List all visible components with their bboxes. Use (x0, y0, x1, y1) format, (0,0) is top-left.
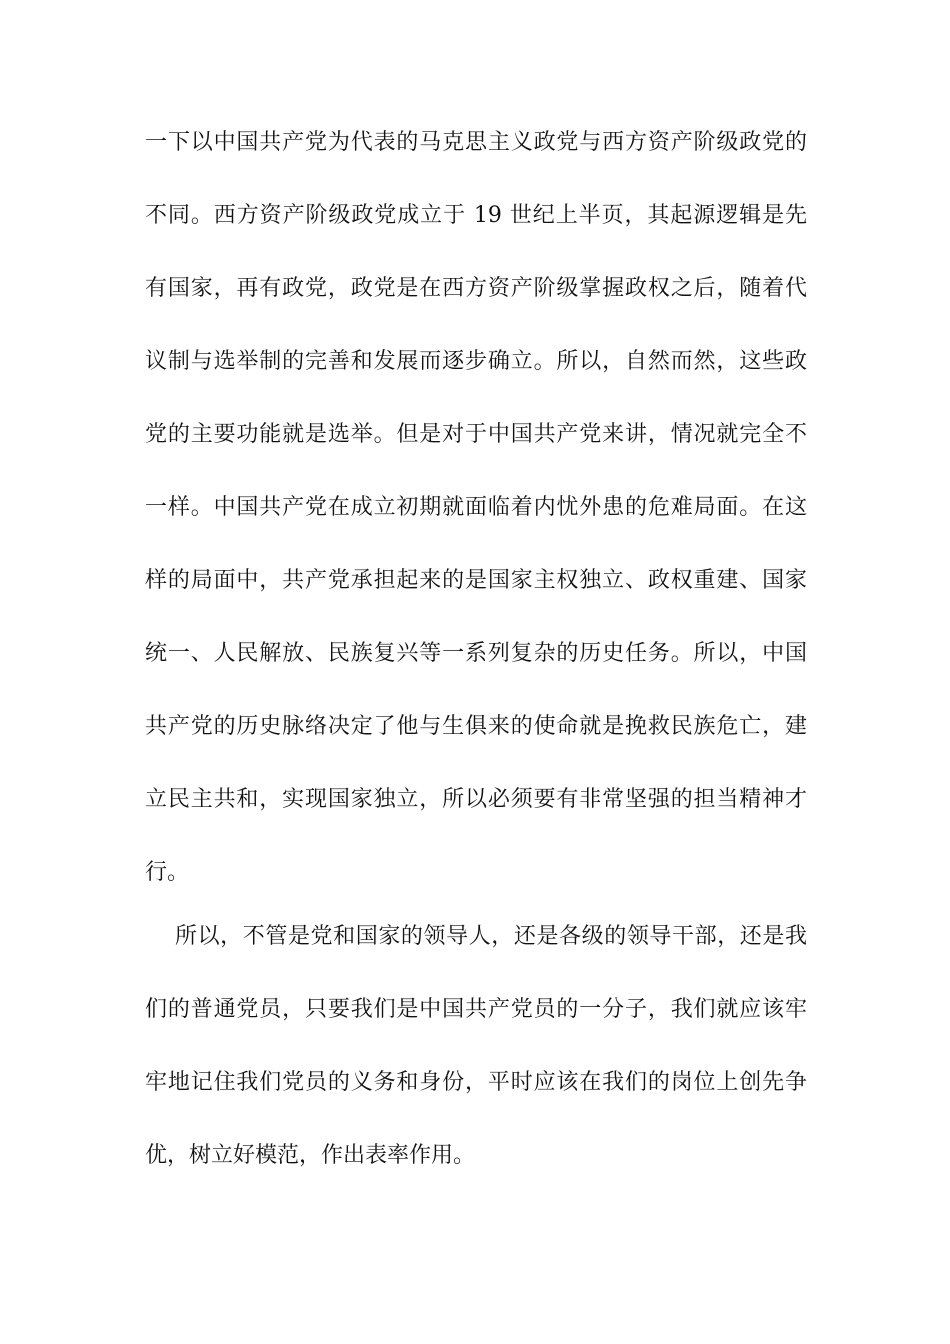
text-line: 统一、人民解放、民族复兴等一系列复杂的历史任务。所以，中国 (145, 641, 807, 666)
paragraph-1 (145, 130, 807, 886)
text-line: 牢地记住我们党员的义务和身份，平时应该在我们的岗位上创先争 (145, 1070, 807, 1095)
text-line: 一样。中国共产党在成立初期就面临着内忧外患的危难局面。在这 (145, 495, 807, 520)
text-line: 议制与选举制的完善和发展而逐步确立。所以，自然而然，这些政 (145, 349, 807, 374)
text-line: 优，树立好模范，作出表率作用。 (145, 1143, 476, 1168)
text-line: 党的主要功能就是选举。但是对于中国共产党来讲，情况就完全不 (145, 422, 807, 447)
text-line: 行。 (145, 860, 190, 885)
text-line: 一下以中国共产党为代表的马克思主义政党与西方资产阶级政党的 (145, 130, 807, 155)
text-line: 立民主共和，实现国家独立，所以必须要有非常坚强的担当精神才 (145, 787, 807, 812)
text-line: 样的局面中，共产党承担起来的是国家主权独立、政权重建、国家 (145, 568, 807, 593)
text-line: 们的普通党员，只要我们是中国共产党员的一分子，我们就应该牢 (145, 997, 807, 1022)
text-line: 所以，不管是党和国家的领导人，还是各级的领导干部，还是我 (175, 924, 807, 949)
text-line: 不同。西方资产阶级政党成立于 19 世纪上半页，其起源逻辑是先 (145, 203, 807, 228)
text-line: 共产党的历史脉络决定了他与生俱来的使命就是挽救民族危亡，建 (145, 714, 807, 739)
document-body (145, 130, 807, 1216)
paragraph-2 (145, 924, 807, 1169)
text-line: 有国家，再有政党，政党是在西方资产阶级掌握政权之后，随着代 (145, 276, 807, 301)
